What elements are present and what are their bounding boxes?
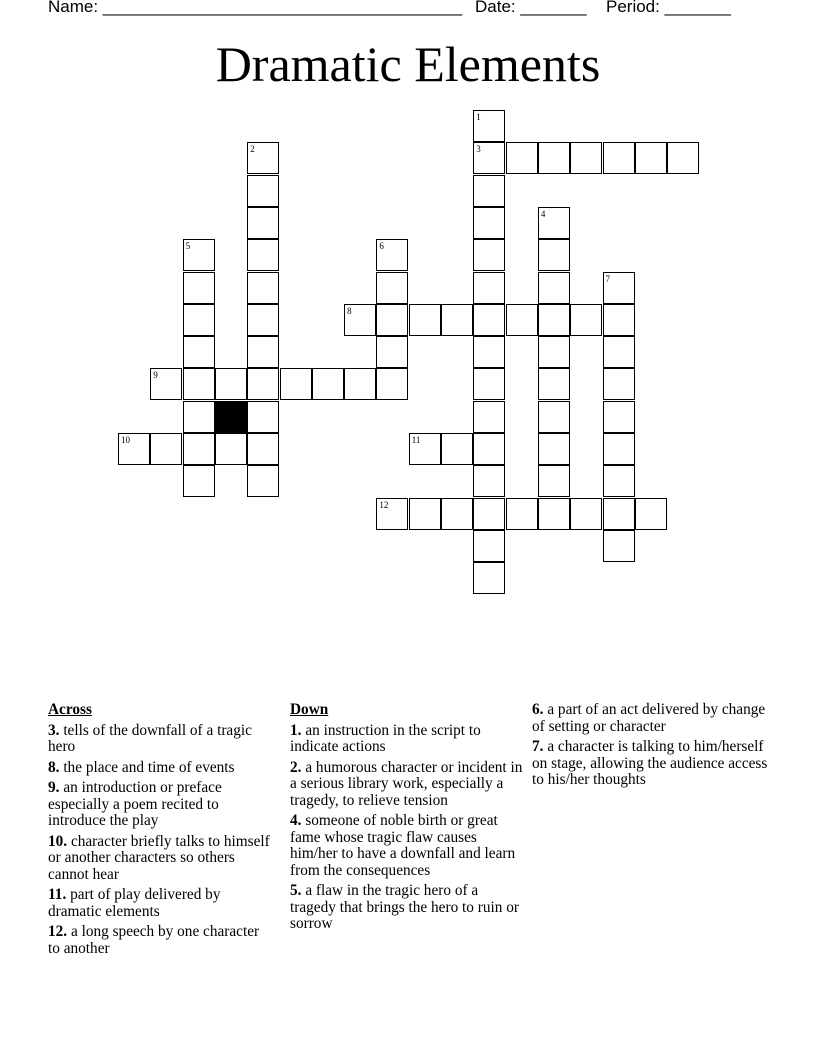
clue-down-6: 6. a part of an act delivered by change of setting or character — [532, 701, 766, 735]
grid-cell[interactable] — [473, 465, 505, 497]
clue-number: 3 — [476, 144, 481, 155]
grid-cell[interactable] — [150, 433, 182, 465]
grid-cell[interactable] — [603, 272, 635, 304]
grid-cell[interactable] — [603, 304, 635, 336]
grid-cell[interactable] — [667, 142, 699, 174]
grid-cell[interactable] — [473, 498, 505, 530]
clue-number: 7 — [605, 273, 610, 284]
down-heading: Down — [290, 701, 329, 718]
clue-across-10: 10. character briefly talks to himself or another characters so others cannot hear — [48, 832, 270, 883]
clue-number: 10 — [121, 435, 130, 445]
clue-number: 5 — [185, 241, 191, 252]
grid-cell[interactable] — [570, 304, 602, 336]
grid-cell[interactable] — [506, 304, 538, 336]
clue-down-7: 7. a character is talking to him/herself on stage, allowing the audience access to his/her thoughts — [532, 738, 768, 788]
clue-across-3: 3. tells of the downfall of a tragic hero — [48, 721, 252, 755]
grid-cell[interactable] — [538, 401, 570, 433]
grid-cell[interactable] — [538, 498, 570, 530]
grid-cell[interactable] — [409, 304, 441, 336]
grid-cell[interactable] — [344, 368, 376, 400]
grid-cell[interactable] — [183, 368, 215, 400]
grid-cell[interactable] — [183, 401, 215, 433]
clue-down-4: 4. someone of noble birth or great fame whose tragic flaw causes him/her to have a downfall and learn from the consequences — [290, 812, 516, 879]
grid-cell[interactable] — [473, 433, 505, 465]
grid-cell[interactable] — [603, 336, 635, 368]
grid-cell[interactable] — [473, 175, 505, 207]
date-field[interactable]: Date: _______ — [475, 0, 587, 16]
clue-across-12: 12. a long speech by one character to another — [48, 923, 260, 957]
grid-cell[interactable] — [473, 304, 505, 336]
across-heading: Across — [48, 701, 92, 718]
grid-cell[interactable] — [635, 498, 667, 530]
grid-cell[interactable] — [183, 465, 215, 497]
grid-cell[interactable] — [376, 368, 408, 400]
grid-cell[interactable] — [538, 336, 570, 368]
grid-cell[interactable] — [183, 336, 215, 368]
grid-cell[interactable] — [538, 465, 570, 497]
clue-number: 1 — [476, 112, 481, 122]
across-clues — [48, 702, 273, 961]
grid-cell[interactable] — [247, 368, 279, 400]
grid-cell[interactable] — [183, 304, 215, 336]
grid-cell[interactable] — [570, 498, 602, 530]
grid-cell[interactable] — [473, 142, 505, 174]
grid-cell[interactable] — [473, 401, 505, 433]
clue-across-8: 8. the place and time of events — [48, 758, 235, 776]
grid-cell[interactable] — [473, 336, 505, 368]
grid-cell[interactable] — [473, 530, 505, 562]
grid-cell[interactable] — [538, 304, 570, 336]
grid-cell[interactable] — [183, 272, 215, 304]
grid-cell[interactable] — [441, 498, 473, 530]
grid-cell[interactable] — [376, 304, 408, 336]
grid-cell[interactable] — [183, 239, 215, 271]
grid-cell[interactable] — [603, 142, 635, 174]
page-title: Dramatic Elements — [215, 36, 601, 92]
grid-cell[interactable] — [215, 368, 247, 400]
clue-number: 11 — [411, 435, 421, 445]
grid-cell[interactable] — [538, 433, 570, 465]
grid-cell[interactable] — [376, 336, 408, 368]
grid-cell[interactable] — [247, 207, 279, 239]
down-clues-continued — [532, 702, 772, 793]
grid-cell[interactable] — [376, 272, 408, 304]
grid-cell[interactable] — [506, 498, 538, 530]
grid-cell[interactable] — [247, 175, 279, 207]
grid-cell[interactable] — [247, 239, 279, 271]
clue-number: 2 — [250, 144, 255, 155]
grid-cell[interactable] — [215, 433, 247, 465]
grid-cell[interactable] — [280, 368, 312, 400]
grid-cell[interactable] — [247, 142, 279, 174]
grid-cell[interactable] — [441, 433, 473, 465]
clue-number: 12 — [379, 499, 389, 510]
grid-cell[interactable] — [538, 239, 570, 271]
grid-cell[interactable] — [247, 465, 279, 497]
clue-number: 8 — [347, 305, 352, 316]
clue-down-1: 1. an instruction in the script to indicate actions — [290, 721, 481, 755]
period-field[interactable]: Period: _______ — [606, 0, 731, 16]
clue-number: 9 — [153, 370, 158, 381]
clue-number: 4 — [540, 208, 546, 219]
grid-cell[interactable] — [441, 304, 473, 336]
clue-across-9: 9. an introduction or preface especially a poem recited to introduce the play — [48, 779, 222, 829]
grid-cell[interactable] — [570, 142, 602, 174]
grid-cell[interactable] — [344, 304, 376, 336]
grid-cell[interactable] — [538, 272, 570, 304]
grid-cell[interactable] — [473, 562, 505, 594]
clue-across-11: 11. part of play delivered by dramatic elements — [48, 886, 221, 920]
grid-cell[interactable] — [603, 465, 635, 497]
grid-cell[interactable] — [603, 433, 635, 465]
grid-cell[interactable] — [473, 110, 505, 142]
grid-cell[interactable] — [473, 272, 505, 304]
grid-cell[interactable] — [247, 401, 279, 433]
grid-cell[interactable] — [247, 433, 279, 465]
grid-cell[interactable] — [538, 368, 570, 400]
grid-cell[interactable] — [538, 142, 570, 174]
grid-cell[interactable] — [506, 142, 538, 174]
grid-cell[interactable] — [247, 272, 279, 304]
grid-cell[interactable] — [538, 207, 570, 239]
name-field[interactable]: Name: ______________________________________ — [48, 0, 463, 16]
grid-cell[interactable] — [183, 433, 215, 465]
clue-down-5: 5. a flaw in the tragic hero of a tragedy that brings the hero to ruin or sorrow — [290, 882, 519, 932]
grid-cell[interactable] — [603, 498, 635, 530]
grid-cell[interactable] — [247, 304, 279, 336]
grid-cell[interactable] — [247, 336, 279, 368]
grid-cell[interactable] — [603, 530, 635, 562]
grid-cell[interactable] — [150, 368, 182, 400]
grid-cell[interactable] — [376, 498, 408, 530]
grid-cell[interactable] — [376, 239, 408, 271]
clue-down-2: 2. a humorous character or incident in a serious library work, especially a tragedy, to relieve tension — [290, 758, 523, 809]
grid-cell[interactable] — [603, 368, 635, 400]
grid-cell[interactable] — [473, 207, 505, 239]
grid-cell[interactable] — [118, 433, 150, 465]
clue-number: 6 — [379, 241, 384, 252]
down-clues — [290, 702, 525, 937]
grid-cell[interactable] — [603, 401, 635, 433]
grid-cell[interactable] — [409, 433, 441, 465]
grid-cell[interactable] — [409, 498, 441, 530]
grid-cell[interactable] — [473, 239, 505, 271]
grid-cell[interactable] — [312, 368, 344, 400]
blocked-cell — [215, 401, 247, 433]
grid-cell[interactable] — [473, 368, 505, 400]
grid-cell[interactable] — [635, 142, 667, 174]
